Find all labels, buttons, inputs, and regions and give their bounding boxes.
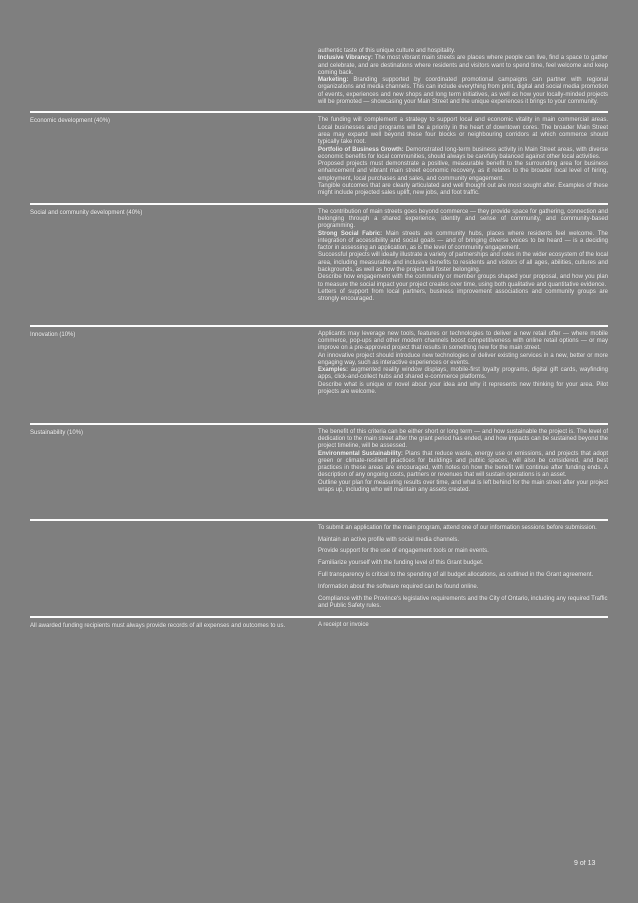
paragraph-text: Maintain an active profile with social media channels. (318, 536, 460, 543)
paragraph (318, 525, 608, 532)
paragraph (318, 55, 608, 77)
criterion-description (318, 425, 608, 519)
paragraph (318, 382, 608, 397)
paragraph-text: An innovative project should introduce new technologies or deliver existing services in a new, better or more engaging way, such as interactive experiences or events. (318, 352, 608, 366)
table-row (30, 425, 608, 521)
paragraph-text: Describe how engagement with the community or member groups shaped your proposal, and how you plan to measure the social impact your project creates over time, using both qualitative and quantitative evidence. (318, 274, 608, 288)
paragraph (318, 183, 608, 198)
criterion-label (30, 44, 318, 111)
criterion-label: Social and community development (40%) (30, 209, 143, 216)
paragraph-text: To submit an application for the main program, attend one of our information sessions before submission. (318, 524, 597, 531)
paragraph-lead: Inclusive Vibrancy: (318, 55, 373, 62)
paragraph (318, 572, 608, 579)
paragraph (318, 596, 608, 611)
criterion-label: All awarded funding recipients must always provide records of all expenses and outcomes to us. (30, 622, 286, 629)
paragraph-text: The benefit of this criteria can be either short or long term — and how sustainable the project is. The level of dedication to the main street after the grant period has ended, and how impacts can be sustained beyond the project timeline, will be assessed. (318, 428, 608, 450)
table-row (30, 113, 608, 204)
paragraph (318, 289, 608, 304)
paragraph-text: augmented reality window displays, mobile-first loyalty programs, digital gift cards, wayfinding apps, click-and-collect hubs and shared e-commerce platforms. (318, 367, 608, 381)
paragraph (318, 117, 608, 146)
paragraph-text: Tangible outcomes that are clearly articulated and well thought out are most sought after. Examples of these might include projected sales uplift, new jobs, and foot traffic. (318, 183, 608, 197)
paragraph-text: Demonstrated long-term business activity in Main Street areas, with diverse economic benefits for local communities, should always be carefully balanced against other local activities. (318, 146, 608, 160)
criterion-label (30, 521, 318, 616)
paragraph (318, 353, 608, 368)
paragraph (318, 331, 608, 353)
criterion-description (318, 327, 608, 423)
paragraph-text: The most vibrant main streets are places where people can live, find a space to gather and celebrate, and are destinations where residents and visitors want to spend time, feel welcome and keep coming back. (318, 55, 608, 76)
paragraph (318, 161, 608, 183)
paragraph (318, 480, 608, 495)
paragraph (318, 147, 608, 162)
paragraph-text: Describe what is unique or novel about your idea and why it represents new thinking for your area. Pilot projects are welcome. (318, 381, 608, 396)
paragraph (318, 537, 608, 544)
paragraph (318, 252, 608, 274)
paragraph (318, 367, 608, 382)
paragraph-lead: Examples: (318, 367, 349, 374)
paragraph-text: Provide support for the use of engagement tools or main events. (318, 548, 489, 555)
table-row (30, 618, 608, 640)
paragraph (318, 209, 608, 231)
paragraph (318, 429, 608, 451)
paragraph (318, 451, 608, 480)
table-row (30, 44, 608, 113)
table-row (30, 205, 608, 327)
paragraph-lead: Marketing: (318, 77, 349, 84)
paragraph-text: Plans that reduce waste, energy use or emissions, and projects that adopt green or climate-resilient practices for buildings and public spaces, will also be considered, and best practices in these areas are encouraged, with notes on how the benefit will continue after funding ends. A description of any ongoing costs, partners or revenues that will sustain operations is an asset. (318, 450, 609, 479)
paragraph (318, 548, 608, 555)
paragraph (318, 77, 608, 106)
paragraph (318, 231, 608, 253)
criterion-description (318, 205, 608, 325)
page-number: 9 of 13 (574, 860, 596, 867)
paragraph-lead: Portfolio of Business Growth: (318, 146, 404, 153)
paragraph (318, 560, 608, 567)
paragraph (318, 274, 608, 289)
paragraph (318, 622, 608, 629)
paragraph-text: Information about the software required can be found online. (318, 584, 479, 591)
paragraph-text: Familiarize yourself with the funding level of this Grant budget. (318, 560, 484, 567)
paragraph-text: A receipt or invoice (318, 621, 369, 628)
criteria-table (30, 44, 608, 640)
paragraph-text: The contribution of main streets goes beyond commerce — they provide space for gathering, connection and belonging through a shared experience, identity and sense of community, and community-based programming. (318, 208, 608, 230)
criterion-description (318, 618, 608, 640)
paragraph-text: Outline your plan for measuring results over time, and what is left behind for the main street after your project wraps up, including who will maintain any assets created. (318, 479, 608, 494)
criterion-label: Innovation (10%) (30, 331, 76, 338)
paragraph-lead: Strong Social Fabric: (318, 230, 383, 237)
criterion-label: Sustainability (10%) (30, 429, 84, 436)
paragraph-text: Branding supported by coordinated promotional campaigns can partner with regional organizations and media channels. This can include everything from print, digital and social media promotion of events, experiences and new shops and long term initiatives, as well as how your locally-minded projects will be promoted — showcasing your Main Street and the unique experiences it brings to your community. (318, 77, 608, 106)
criterion-description (318, 113, 608, 202)
table-row (30, 521, 608, 618)
criterion-description (318, 44, 608, 111)
paragraph-text: Compliance with the Province's legislative requirements and the City of Ontario, including any required Traffic and Public Safety rules. (318, 595, 608, 610)
paragraph-text: Proposed projects must demonstrate a positive, measurable benefit to the surrounding area for business enhancement and vibrant main street economic recovery, as it relates to the broader local level of hiring, employment, local purchases and sales, and community engagement. (318, 161, 608, 182)
paragraph-text: Successful projects will ideally illustrate a variety of partnerships and roles in the wider ecosystem of the local area, including measurable and inclusive benefits to residents and visitors of all ages, abilities, cultures and backgrounds, as well as how the project will foster belonging. (318, 252, 608, 274)
paragraph-text: Main streets are community hubs, places where residents feel welcome. The integration of accessibility and social goals — and of bringing diverse voices to be heard — is a deciding factor in assessing an application, as is the level of community engagement. (318, 230, 608, 252)
paragraph-text: authentic taste of this unique culture and hospitality. (318, 48, 456, 54)
paragraph-text: Full transparency is critical to the spending of all budget allocations, as outlined in the Grant agreement. (318, 572, 594, 579)
table-row (30, 327, 608, 425)
criterion-label: Economic development (40%) (30, 118, 111, 125)
paragraph-text: Letters of support from local partners, business improvement associations and community groups are strongly encouraged. (318, 288, 608, 303)
paragraph-lead: Environmental Sustainability: (318, 450, 403, 457)
paragraph (318, 584, 608, 591)
criterion-description (318, 521, 608, 616)
paragraph-text: The funding will complement a strategy to support local and economic vitality in main commercial areas. Local businesses and programs will be a priority in the heart of downtown cores. The broader Main Street area may expand well beyond these four blocks or neighbouring corridors at which commerce should typically take root. (318, 117, 608, 146)
paragraph-text: Applicants may leverage new tools, features or technologies to deliver a new retail offer — where mobile commerce, pop-ups and other modern channels boost competitiveness with online retail options — or may improve on a pre-approved project that results in something new for the main street. (318, 330, 608, 352)
